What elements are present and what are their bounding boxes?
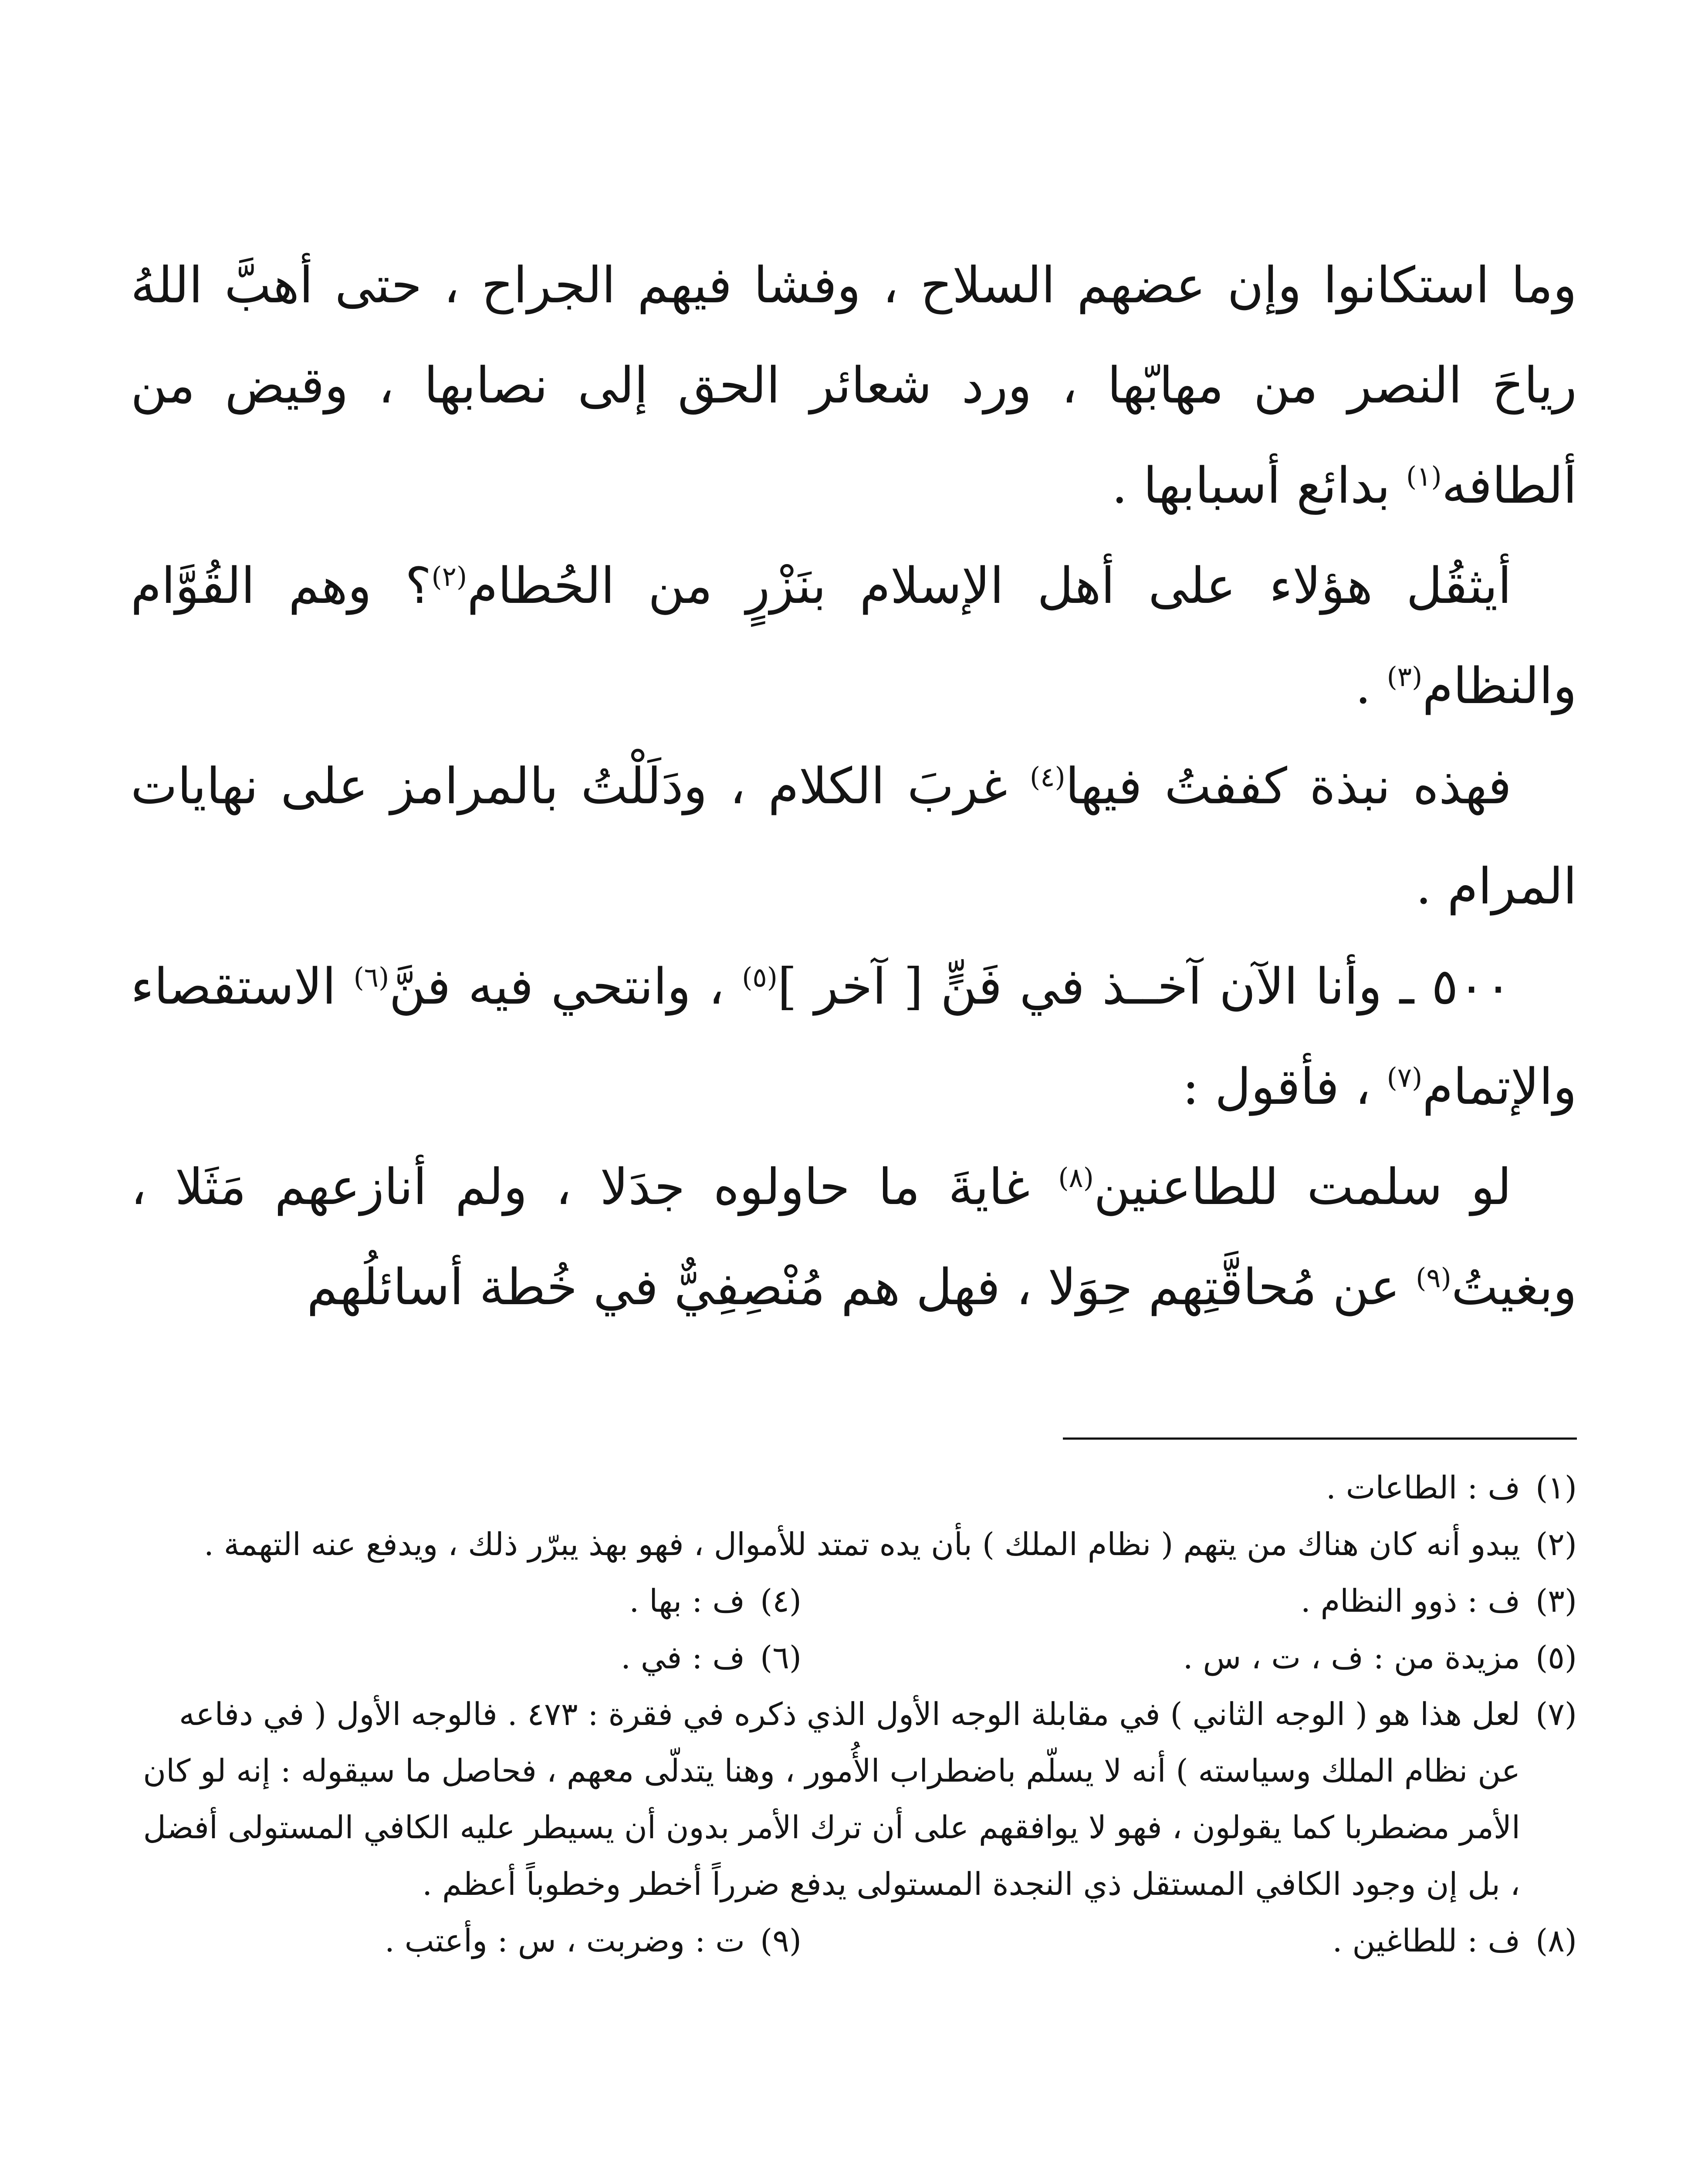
- footnote-ref: (٢): [431, 561, 467, 592]
- footnote-3: [802, 1573, 1577, 1629]
- footnote-5: [802, 1629, 1577, 1686]
- footnote-7: [131, 1686, 1577, 1912]
- paragraph-4: [131, 937, 1577, 1137]
- footnote-text: ف : الطاعات .: [1326, 1469, 1520, 1506]
- paragraph-text: .: [1355, 657, 1387, 715]
- footnote-number: (٩): [760, 1922, 802, 1959]
- footnote-4: [26, 1573, 802, 1629]
- footnote-ref: (١): [1406, 460, 1442, 492]
- footnote-1: [131, 1459, 1577, 1516]
- footnote-text: ف : للطاغين .: [1332, 1922, 1520, 1959]
- footnote-row: [131, 1912, 1577, 1969]
- paragraph-1: [131, 235, 1577, 536]
- footnote-number: (١): [1536, 1469, 1577, 1506]
- paragraph-text: ، وانتحي فيه فنَّ: [389, 957, 742, 1015]
- footnote-ref: (٦): [353, 961, 389, 993]
- footnote-ref: (٩): [1416, 1262, 1451, 1294]
- paragraph-text: لو سلمت للطاعنين: [1093, 1158, 1512, 1216]
- main-text: [131, 235, 1577, 1337]
- footnote-row: [131, 1629, 1577, 1686]
- footnote-number: (٦): [760, 1639, 802, 1676]
- footnote-separator: [1063, 1437, 1577, 1440]
- footnote-text: مزيدة من : ف ، ت ، س .: [1183, 1639, 1520, 1676]
- footnote-row: [131, 1573, 1577, 1629]
- footnotes: [131, 1459, 1577, 1969]
- footnote-text: يبدو أنه كان هناك من يتهم ( نظام الملك ) بأن يده تمتد للأموال ، فهو بهذ يبرّر ذلك ، ويدفع عنه التهمة .: [204, 1526, 1520, 1562]
- paragraph-2: [131, 536, 1577, 736]
- footnote-6: [26, 1629, 802, 1686]
- footnote-number: (٧): [1536, 1696, 1577, 1732]
- paragraph-text: وما استكانوا وإن عضهم السلاح ، وفشا فيهم الجراح ، حتى أهبَّ اللهُ رياحَ النصر من مهابّها ، ورد شعائر الحق إلى نصابها ، وقيض من ألطافه: [131, 256, 1577, 514]
- footnote-8: [802, 1912, 1577, 1969]
- footnote-ref: (٨): [1058, 1162, 1094, 1194]
- paragraph-3: [131, 736, 1577, 937]
- footnote-ref: (٤): [1029, 761, 1065, 793]
- footnote-number: (٣): [1536, 1583, 1577, 1619]
- footnote-number: (٥): [1536, 1639, 1577, 1676]
- paragraph-text: عن مُحاقَّتِهم حِوَلا ، فهل هم مُنْصِفِيٌّ في خُطة أسائلُهم: [307, 1258, 1416, 1316]
- footnote-ref: (٣): [1387, 661, 1423, 693]
- footnote-text: ف : في .: [621, 1639, 745, 1676]
- paragraph-text: الاستقصاء والإتمام: [131, 957, 1577, 1116]
- paragraph-text: فهذه نبذة كففتُ فيها: [1065, 757, 1512, 815]
- footnote-text: ف : بها .: [629, 1583, 745, 1619]
- footnote-text: ف : ذوو النظام .: [1300, 1583, 1520, 1619]
- paragraph-text: ؟ وهم القُوَّام والنظام: [131, 557, 1577, 715]
- footnote-9: [26, 1912, 802, 1969]
- footnote-ref: (٧): [1387, 1062, 1423, 1093]
- footnote-text: لعل هذا هو ( الوجه الثاني ) في مقابلة الوجه الأول الذي ذكره في فقرة : ٤٧٣ . فالوجه الأول ( في دفاعه عن نظام الملك وسياسته ) أنه لا يسلّم باضطراب الأُمور ، وهنا يتدلّى معهم ، فحاصل ما سيقوله : إنه لو كان الأمر مضطربا كما يقولون ، فهو لا يوافقهم على أن ترك الأمر بدون أن يسيطر عليه الكافي المستولى أفضل ، بل إن وجود الكافي المستقل ذي النجدة المستولى يدفع ضرراً أخطر وخطوباً أعظم .: [143, 1696, 1520, 1902]
- footnote-text: ت : وضربت ، س : وأعتب .: [384, 1922, 745, 1959]
- paragraph-text: ، فأقول :: [1182, 1058, 1387, 1116]
- paragraph-text: غايةَ ما حاولوه جدَلا ، ولم أنازعهم مَثَلا ، وبغيتُ: [131, 1158, 1577, 1316]
- footnote-ref: (٥): [742, 961, 778, 993]
- paragraph-text: ٥٠٠ ـ وأنا الآن آخــذ في فَنٍّ [ آخر ]: [777, 957, 1512, 1015]
- footnote-number: (٤): [760, 1583, 802, 1619]
- footnote-2: [131, 1516, 1577, 1573]
- footnote-number: (٢): [1536, 1526, 1577, 1562]
- paragraph-text: غربَ الكلام ، ودَلَلْتُ بالمرامز على نهايات المرام .: [131, 757, 1577, 915]
- paragraph-5: [131, 1137, 1577, 1337]
- paragraph-text: أيثقُل هؤلاء على أهل الإسلام بنَزْرٍ من الحُطام: [467, 557, 1512, 615]
- paragraph-text: بدائع أسبابها .: [1112, 457, 1406, 514]
- footnote-number: (٨): [1536, 1922, 1577, 1959]
